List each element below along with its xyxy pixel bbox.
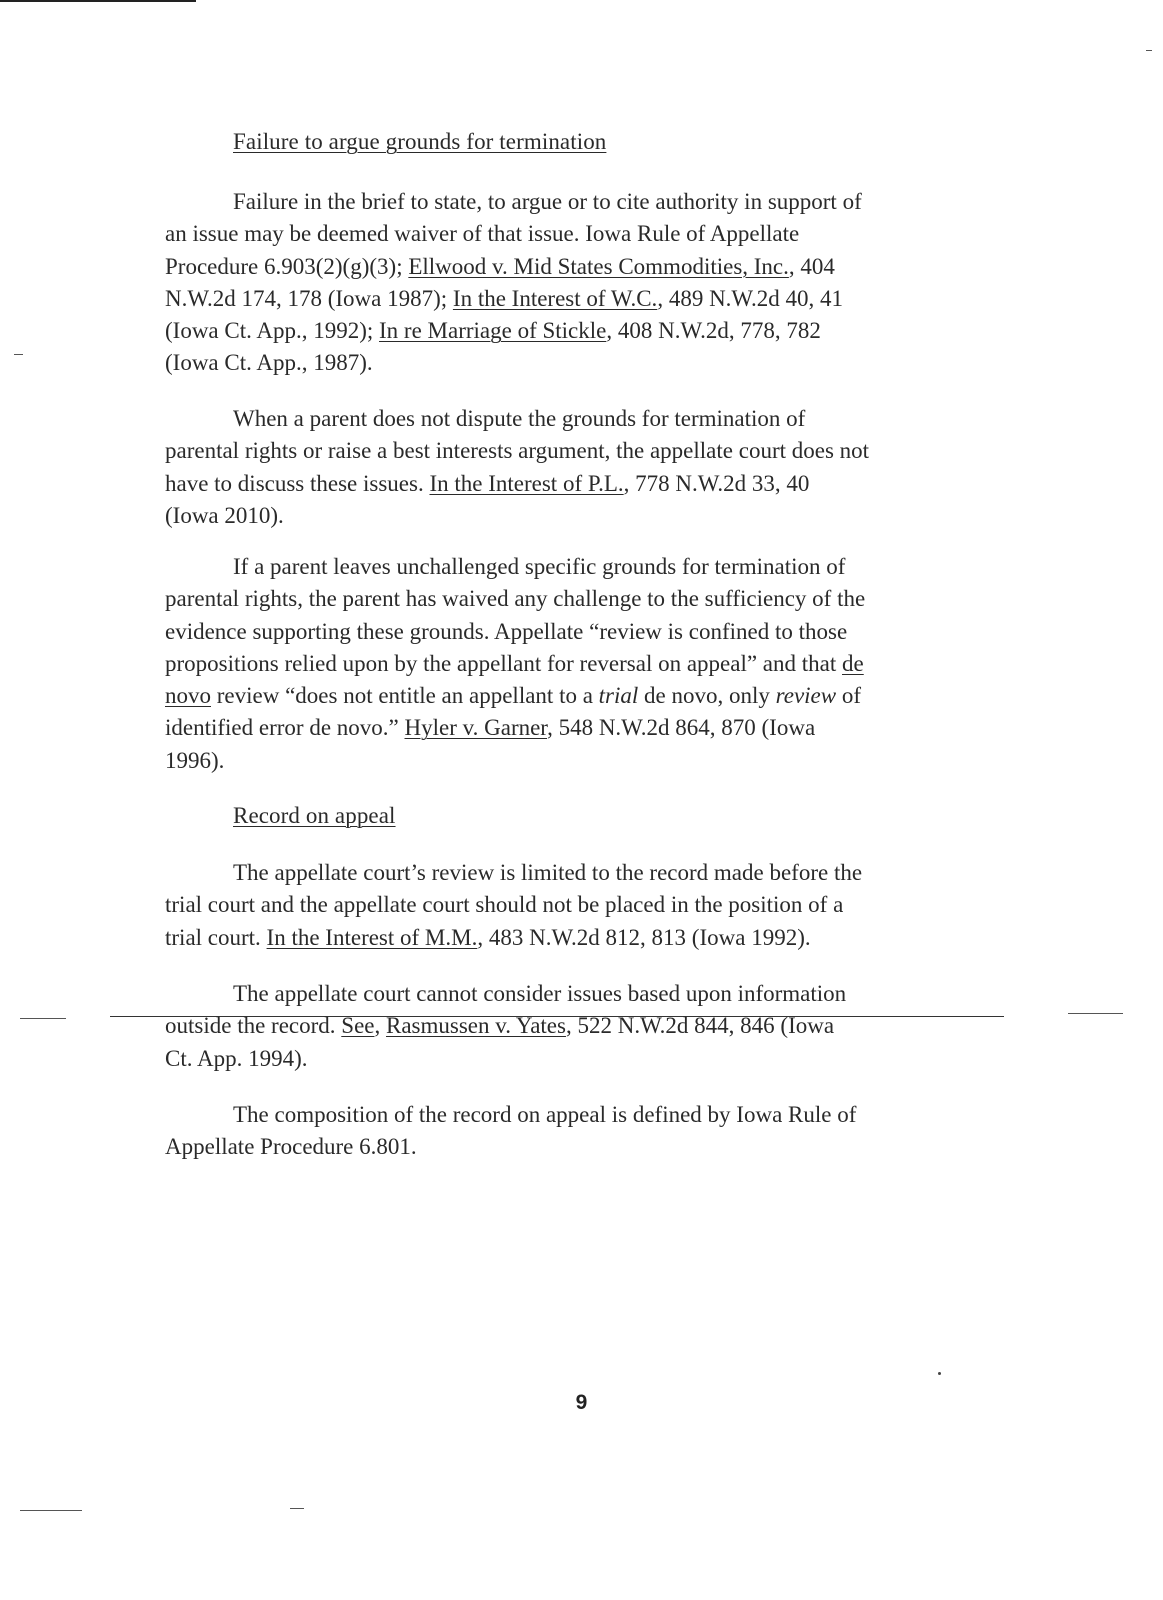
scan-mark-left-1 (14, 354, 23, 355)
scan-dot (938, 1372, 941, 1375)
text-line: novo review “does not entitle an appellant to a trial de novo, only review of (165, 683, 862, 709)
text-line: trial court. In the Interest of M.M., 483 N.W.2d 812, 813 (Iowa 1992). (165, 924, 811, 950)
text-line: outside the record. See, Rasmussen v. Yates, 522 N.W.2d 844, 846 (Iowa (165, 1013, 835, 1039)
paragraph-composition (165, 1099, 965, 1164)
text-line: The appellate court cannot consider issues based upon information (233, 981, 847, 1006)
paragraph-outside-record (165, 978, 965, 1075)
scan-mark-top-left (0, 0, 196, 2)
case-citation: In the Interest of M.M. (266, 924, 478, 950)
text-line: Ct. App. 1994). (165, 1045, 308, 1071)
page-number: 9 (575, 1391, 588, 1414)
scan-mark-bottom-left (20, 1510, 82, 1511)
paragraph-no-dispute (165, 403, 965, 532)
case-citation: Ellwood v. Mid States Commodities, Inc. (408, 253, 789, 279)
section-heading-failure-to-argue: Failure to argue grounds for termination (233, 129, 607, 154)
text-line: Procedure 6.903(2)(g)(3); Ellwood v. Mid States Commodities, Inc., 404 (165, 253, 835, 279)
text-line: Appellate Procedure 6.801. (165, 1134, 417, 1160)
text-line: When a parent does not dispute the grounds for termination of (233, 406, 806, 431)
text-line: trial court and the appellate court should not be placed in the position of a (165, 892, 844, 918)
paragraph-waiver (165, 186, 965, 380)
text-line: (Iowa Ct. App., 1987). (165, 350, 373, 376)
scan-mark-left-2 (20, 1018, 66, 1019)
scan-mark-bottom-mid (290, 1508, 304, 1509)
case-citation: In the Interest of W.C. (452, 285, 658, 311)
text-line: parental rights or raise a best interests argument, the appellate court does not (165, 438, 870, 464)
paragraph-unchallenged-grounds (165, 551, 965, 777)
text-line: Failure in the brief to state, to argue or to cite authority in support of (233, 189, 862, 214)
text-line: N.W.2d 174, 178 (Iowa 1987); In the Interest of W.C., 489 N.W.2d 40, 41 (165, 285, 844, 311)
text-line: identified error de novo.” Hyler v. Garner, 548 N.W.2d 864, 870 (Iowa (165, 715, 816, 741)
case-citation: Rasmussen v. Yates (386, 1013, 566, 1039)
case-citation: Hyler v. Garner (404, 715, 548, 741)
case-citation: In re Marriage of Stickle (379, 318, 607, 344)
text-line: The appellate court’s review is limited to the record made before the (233, 860, 863, 885)
section-heading-record-on-appeal: Record on appeal (233, 803, 396, 828)
text-line: an issue may be deemed waiver of that issue. Iowa Rule of Appellate (165, 221, 800, 247)
text-line: The composition of the record on appeal is defined by Iowa Rule of (233, 1102, 857, 1127)
scan-mark-right (1068, 1013, 1123, 1014)
text-line: If a parent leaves unchallenged specific grounds for termination of (233, 554, 846, 579)
text-line: have to discuss these issues. In the Interest of P.L., 778 N.W.2d 33, 40 (165, 470, 810, 496)
case-citation: In the Interest of P.L. (429, 470, 624, 496)
paragraph-review-limited (165, 857, 965, 954)
scan-mark-top-right (1146, 50, 1152, 51)
text-line: evidence supporting these grounds. Appellate “review is confined to those (165, 618, 848, 644)
text-line: propositions relied upon by the appellant for reversal on appeal” and that de (165, 650, 864, 676)
text-line: (Iowa 2010). (165, 502, 284, 528)
text-line: parental rights, the parent has waived any challenge to the sufficiency of the (165, 586, 866, 612)
text-line: 1996). (165, 747, 225, 773)
text-line: (Iowa Ct. App., 1992); In re Marriage of Stickle, 408 N.W.2d, 778, 782 (165, 318, 821, 344)
